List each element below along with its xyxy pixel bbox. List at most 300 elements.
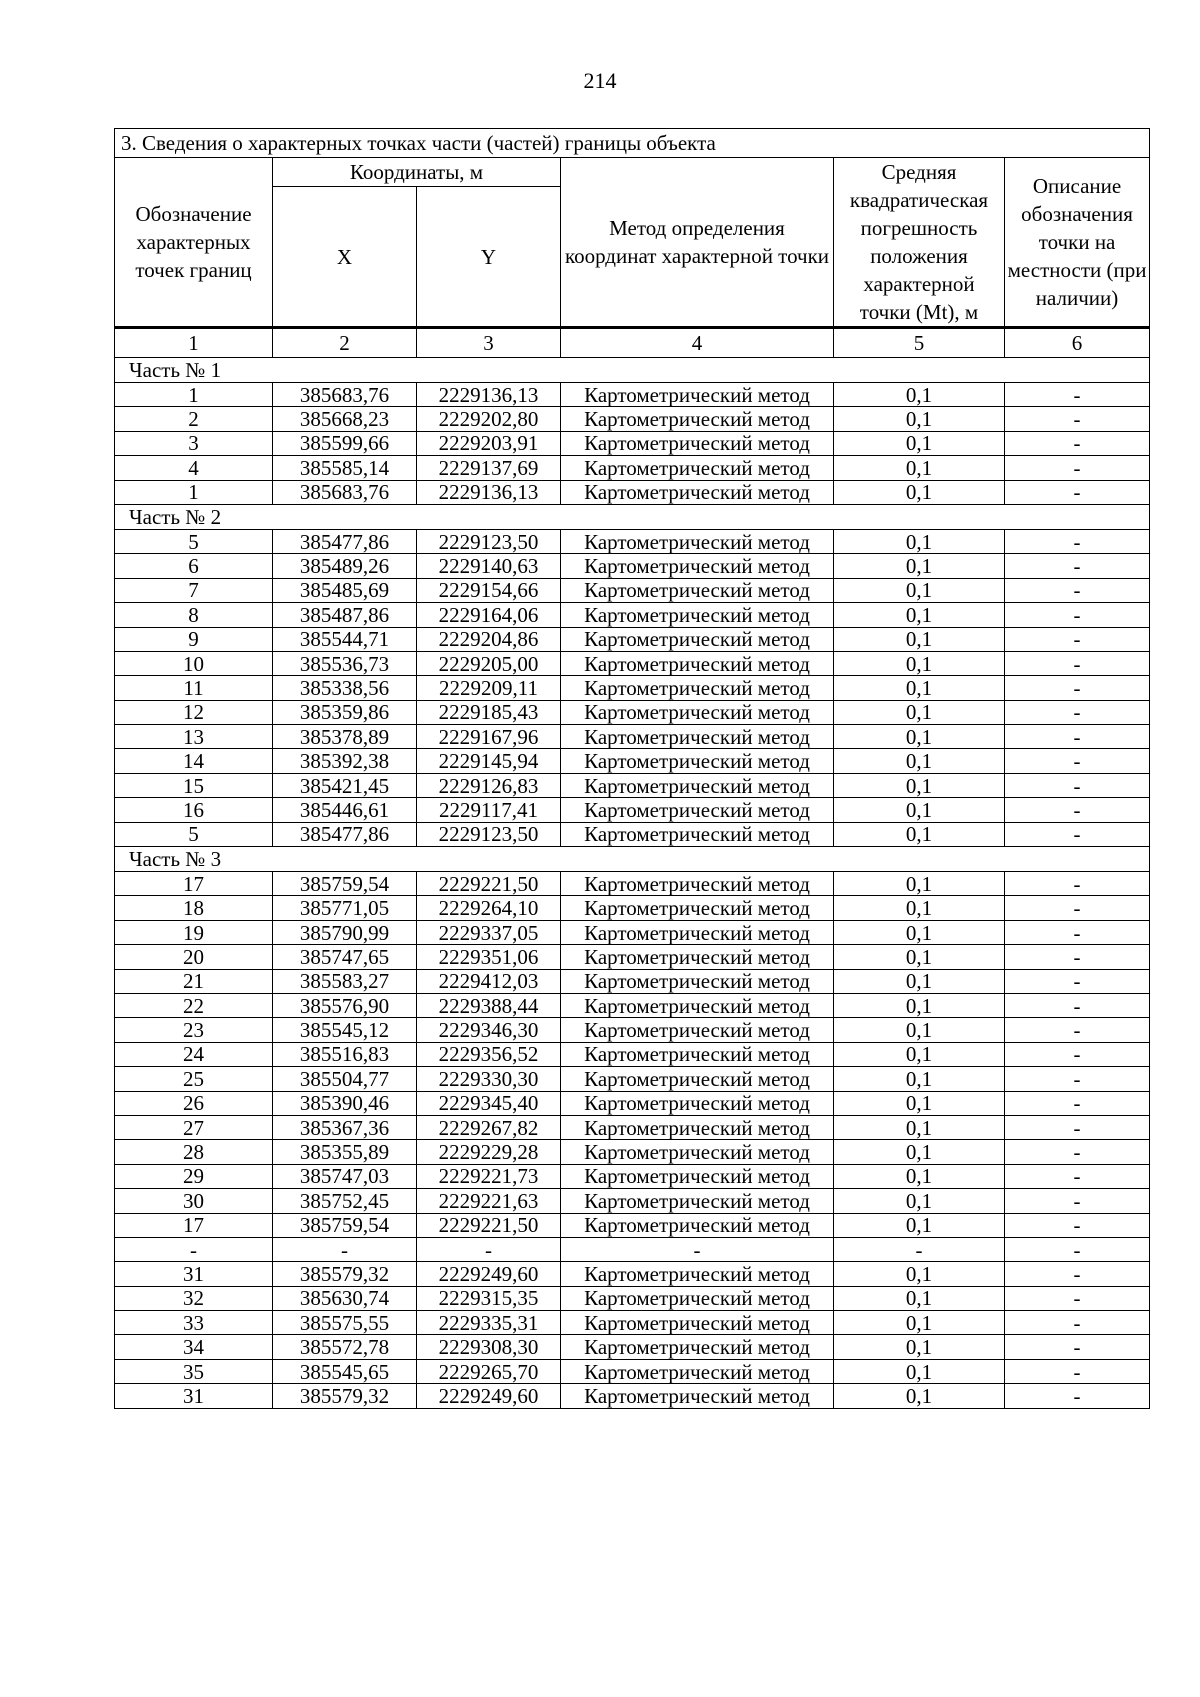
- y-coordinate-cell: 2229185,43: [417, 700, 561, 724]
- error-cell: 0,1: [834, 773, 1005, 797]
- error-cell: 0,1: [834, 896, 1005, 920]
- description-cell: -: [1005, 896, 1150, 920]
- description-cell: -: [1005, 529, 1150, 553]
- method-cell: Картометрический метод: [561, 627, 834, 651]
- table-row: [115, 480, 1150, 504]
- method-cell: Картометрический метод: [561, 456, 834, 480]
- description-cell: -: [1005, 554, 1150, 578]
- y-coordinate-cell: 2229203,91: [417, 431, 561, 455]
- page-number: 214: [583, 68, 617, 93]
- y-coordinate-cell: 2229249,60: [417, 1262, 561, 1286]
- section-title: 3. Сведения о характерных точках части (частей) границы объекта: [115, 129, 1150, 158]
- description-cell: -: [1005, 1042, 1150, 1066]
- error-cell: 0,1: [834, 480, 1005, 504]
- table-row: [115, 456, 1150, 480]
- point-number-cell: 22: [115, 993, 273, 1017]
- column-number: 1: [115, 328, 273, 358]
- point-number-cell: 31: [115, 1262, 273, 1286]
- description-cell: -: [1005, 749, 1150, 773]
- description-cell: -: [1005, 1384, 1150, 1408]
- table-row: [115, 676, 1150, 700]
- error-cell: 0,1: [834, 1042, 1005, 1066]
- y-coordinate-cell: 2229356,52: [417, 1042, 561, 1066]
- method-cell: Картометрический метод: [561, 896, 834, 920]
- error-cell: 0,1: [834, 1189, 1005, 1213]
- x-coordinate-cell: 385576,90: [273, 993, 417, 1017]
- y-coordinate-cell: 2229140,63: [417, 554, 561, 578]
- description-cell: -: [1005, 1189, 1150, 1213]
- table-row: [115, 578, 1150, 602]
- column-number: 4: [561, 328, 834, 358]
- method-cell: Картометрический метод: [561, 993, 834, 1017]
- table-row: [115, 1213, 1150, 1237]
- method-cell: Картометрический метод: [561, 1286, 834, 1310]
- y-coordinate-cell: 2229337,05: [417, 920, 561, 944]
- method-cell: Картометрический метод: [561, 1262, 834, 1286]
- description-cell: -: [1005, 1018, 1150, 1042]
- method-cell: Картометрический метод: [561, 1140, 834, 1164]
- y-coordinate-cell: 2229123,50: [417, 822, 561, 846]
- y-coordinate-cell: 2229345,40: [417, 1091, 561, 1115]
- x-coordinate-cell: 385747,65: [273, 945, 417, 969]
- method-cell: Картометрический метод: [561, 920, 834, 944]
- point-number-cell: 23: [115, 1018, 273, 1042]
- x-coordinate-cell: 385572,78: [273, 1335, 417, 1359]
- column-number: 6: [1005, 328, 1150, 358]
- header-x: X: [273, 187, 417, 328]
- method-cell: Картометрический метод: [561, 1335, 834, 1359]
- x-coordinate-cell: 385392,38: [273, 749, 417, 773]
- x-coordinate-cell: 385579,32: [273, 1384, 417, 1408]
- error-cell: 0,1: [834, 1262, 1005, 1286]
- description-cell: -: [1005, 920, 1150, 944]
- y-coordinate-cell: 2229136,13: [417, 480, 561, 504]
- y-coordinate-cell: 2229205,00: [417, 651, 561, 675]
- point-number-cell: 17: [115, 1213, 273, 1237]
- point-number-cell: 21: [115, 969, 273, 993]
- x-coordinate-cell: 385355,89: [273, 1140, 417, 1164]
- point-number-cell: 15: [115, 773, 273, 797]
- x-coordinate-cell: 385683,76: [273, 383, 417, 407]
- point-number-cell: 19: [115, 920, 273, 944]
- point-number-cell: 10: [115, 651, 273, 675]
- x-coordinate-cell: 385585,14: [273, 456, 417, 480]
- part-label: Часть № 3: [115, 847, 1150, 872]
- table-row: [115, 554, 1150, 578]
- error-cell: -: [834, 1237, 1005, 1261]
- y-coordinate-cell: 2229164,06: [417, 603, 561, 627]
- error-cell: 0,1: [834, 1164, 1005, 1188]
- method-cell: Картометрический метод: [561, 773, 834, 797]
- point-number-cell: 28: [115, 1140, 273, 1164]
- y-coordinate-cell: 2229154,66: [417, 578, 561, 602]
- y-coordinate-cell: 2229123,50: [417, 529, 561, 553]
- error-cell: 0,1: [834, 431, 1005, 455]
- x-coordinate-cell: 385485,69: [273, 578, 417, 602]
- method-cell: Картометрический метод: [561, 383, 834, 407]
- method-cell: Картометрический метод: [561, 700, 834, 724]
- column-number-row: [115, 328, 1150, 358]
- part-label: Часть № 2: [115, 504, 1150, 529]
- point-number-cell: 18: [115, 896, 273, 920]
- column-number: 3: [417, 328, 561, 358]
- y-coordinate-cell: 2229136,13: [417, 383, 561, 407]
- description-cell: -: [1005, 773, 1150, 797]
- method-cell: Картометрический метод: [561, 407, 834, 431]
- y-coordinate-cell: 2229209,11: [417, 676, 561, 700]
- description-cell: -: [1005, 676, 1150, 700]
- method-cell: Картометрический метод: [561, 651, 834, 675]
- description-cell: -: [1005, 383, 1150, 407]
- table-row: [115, 1067, 1150, 1091]
- description-cell: -: [1005, 700, 1150, 724]
- error-cell: 0,1: [834, 1140, 1005, 1164]
- point-number-cell: 12: [115, 700, 273, 724]
- method-cell: Картометрический метод: [561, 1018, 834, 1042]
- table-row: [115, 1335, 1150, 1359]
- x-coordinate-cell: 385790,99: [273, 920, 417, 944]
- part-label: Часть № 1: [115, 358, 1150, 383]
- table-row: [115, 969, 1150, 993]
- error-cell: 0,1: [834, 725, 1005, 749]
- y-coordinate-cell: 2229265,70: [417, 1359, 561, 1383]
- table-row: [115, 945, 1150, 969]
- point-number-cell: 8: [115, 603, 273, 627]
- error-cell: 0,1: [834, 872, 1005, 896]
- header-description: Описание обозначения точки на местности (при наличии): [1005, 158, 1150, 328]
- x-coordinate-cell: 385668,23: [273, 407, 417, 431]
- table-row: [115, 993, 1150, 1017]
- point-number-cell: 34: [115, 1335, 273, 1359]
- description-cell: -: [1005, 822, 1150, 846]
- point-number-cell: 9: [115, 627, 273, 651]
- description-cell: -: [1005, 1091, 1150, 1115]
- y-coordinate-cell: 2229145,94: [417, 749, 561, 773]
- y-coordinate-cell: 2229221,50: [417, 1213, 561, 1237]
- table-row: [115, 749, 1150, 773]
- method-cell: Картометрический метод: [561, 749, 834, 773]
- error-cell: 0,1: [834, 456, 1005, 480]
- x-coordinate-cell: 385759,54: [273, 872, 417, 896]
- header-y: Y: [417, 187, 561, 328]
- header-coordinates: Координаты, м: [273, 158, 561, 187]
- description-cell: -: [1005, 1335, 1150, 1359]
- method-cell: -: [561, 1237, 834, 1261]
- point-number-cell: 13: [115, 725, 273, 749]
- description-cell: -: [1005, 407, 1150, 431]
- table-row: [115, 407, 1150, 431]
- table-row: [115, 529, 1150, 553]
- point-number-cell: 16: [115, 798, 273, 822]
- point-number-cell: 20: [115, 945, 273, 969]
- error-cell: 0,1: [834, 1091, 1005, 1115]
- error-cell: 0,1: [834, 700, 1005, 724]
- x-coordinate-cell: 385545,12: [273, 1018, 417, 1042]
- description-cell: -: [1005, 456, 1150, 480]
- description-cell: -: [1005, 993, 1150, 1017]
- table-row: [115, 1359, 1150, 1383]
- error-cell: 0,1: [834, 1359, 1005, 1383]
- part-header-row: [115, 847, 1150, 872]
- description-cell: -: [1005, 431, 1150, 455]
- description-cell: -: [1005, 578, 1150, 602]
- y-coordinate-cell: 2229221,50: [417, 872, 561, 896]
- method-cell: Картометрический метод: [561, 480, 834, 504]
- error-cell: 0,1: [834, 969, 1005, 993]
- error-cell: 0,1: [834, 1384, 1005, 1408]
- method-cell: Картометрический метод: [561, 676, 834, 700]
- points-table: [114, 128, 1150, 1409]
- x-coordinate-cell: 385599,66: [273, 431, 417, 455]
- x-coordinate-cell: 385579,32: [273, 1262, 417, 1286]
- description-cell: -: [1005, 1286, 1150, 1310]
- header-error: Средняя квадратическая погрешность положения характерной точки (Mt), м: [834, 158, 1005, 328]
- header-point-designation: Обозначение характерных точек границ: [115, 158, 273, 328]
- table-row: [115, 1189, 1150, 1213]
- table-row: [115, 773, 1150, 797]
- point-number-cell: 31: [115, 1384, 273, 1408]
- method-cell: Картометрический метод: [561, 1213, 834, 1237]
- x-coordinate-cell: 385516,83: [273, 1042, 417, 1066]
- y-coordinate-cell: 2229137,69: [417, 456, 561, 480]
- error-cell: 0,1: [834, 1286, 1005, 1310]
- x-coordinate-cell: 385446,61: [273, 798, 417, 822]
- y-coordinate-cell: 2229117,41: [417, 798, 561, 822]
- table-row: [115, 1115, 1150, 1139]
- error-cell: 0,1: [834, 993, 1005, 1017]
- part-header-row: [115, 504, 1150, 529]
- point-number-cell: 24: [115, 1042, 273, 1066]
- table-row: [115, 1018, 1150, 1042]
- part-header-row: [115, 358, 1150, 383]
- method-cell: Картометрический метод: [561, 603, 834, 627]
- description-cell: -: [1005, 603, 1150, 627]
- y-coordinate-cell: 2229330,30: [417, 1067, 561, 1091]
- method-cell: Картометрический метод: [561, 1091, 834, 1115]
- y-coordinate-cell: 2229388,44: [417, 993, 561, 1017]
- point-number-cell: 32: [115, 1286, 273, 1310]
- description-cell: -: [1005, 798, 1150, 822]
- error-cell: 0,1: [834, 822, 1005, 846]
- table-row: [115, 872, 1150, 896]
- error-cell: 0,1: [834, 1311, 1005, 1335]
- x-coordinate-cell: 385489,26: [273, 554, 417, 578]
- method-cell: Картометрический метод: [561, 725, 834, 749]
- y-coordinate-cell: 2229335,31: [417, 1311, 561, 1335]
- table-row: [115, 1042, 1150, 1066]
- x-coordinate-cell: 385338,56: [273, 676, 417, 700]
- x-coordinate-cell: 385771,05: [273, 896, 417, 920]
- table-row: [115, 1311, 1150, 1335]
- method-cell: Картометрический метод: [561, 431, 834, 455]
- y-coordinate-cell: 2229267,82: [417, 1115, 561, 1139]
- y-coordinate-cell: 2229308,30: [417, 1335, 561, 1359]
- y-coordinate-cell: 2229221,73: [417, 1164, 561, 1188]
- y-coordinate-cell: 2229221,63: [417, 1189, 561, 1213]
- description-cell: -: [1005, 872, 1150, 896]
- method-cell: Картометрический метод: [561, 1067, 834, 1091]
- description-cell: -: [1005, 651, 1150, 675]
- table-row: [115, 896, 1150, 920]
- point-number-cell: 26: [115, 1091, 273, 1115]
- y-coordinate-cell: 2229229,28: [417, 1140, 561, 1164]
- x-coordinate-cell: -: [273, 1237, 417, 1261]
- x-coordinate-cell: 385683,76: [273, 480, 417, 504]
- y-coordinate-cell: 2229167,96: [417, 725, 561, 749]
- point-number-cell: 11: [115, 676, 273, 700]
- table-row: [115, 1091, 1150, 1115]
- y-coordinate-cell: 2229126,83: [417, 773, 561, 797]
- description-cell: -: [1005, 969, 1150, 993]
- x-coordinate-cell: 385359,86: [273, 700, 417, 724]
- x-coordinate-cell: 385378,89: [273, 725, 417, 749]
- method-cell: Картометрический метод: [561, 945, 834, 969]
- y-coordinate-cell: 2229202,80: [417, 407, 561, 431]
- method-cell: Картометрический метод: [561, 1384, 834, 1408]
- description-cell: -: [1005, 945, 1150, 969]
- table-row: [115, 725, 1150, 749]
- description-cell: -: [1005, 1115, 1150, 1139]
- y-coordinate-cell: 2229412,03: [417, 969, 561, 993]
- error-cell: 0,1: [834, 749, 1005, 773]
- description-cell: -: [1005, 1262, 1150, 1286]
- table-row: [115, 383, 1150, 407]
- error-cell: 0,1: [834, 1115, 1005, 1139]
- y-coordinate-cell: 2229204,86: [417, 627, 561, 651]
- error-cell: 0,1: [834, 1213, 1005, 1237]
- description-cell: -: [1005, 1164, 1150, 1188]
- point-number-cell: 33: [115, 1311, 273, 1335]
- x-coordinate-cell: 385477,86: [273, 529, 417, 553]
- error-cell: 0,1: [834, 627, 1005, 651]
- point-number-cell: 3: [115, 431, 273, 455]
- x-coordinate-cell: 385421,45: [273, 773, 417, 797]
- y-coordinate-cell: -: [417, 1237, 561, 1261]
- table-row: [115, 603, 1150, 627]
- point-number-cell: 1: [115, 480, 273, 504]
- method-cell: Картометрический метод: [561, 1042, 834, 1066]
- method-cell: Картометрический метод: [561, 1359, 834, 1383]
- x-coordinate-cell: 385487,86: [273, 603, 417, 627]
- x-coordinate-cell: 385544,71: [273, 627, 417, 651]
- point-number-cell: 5: [115, 822, 273, 846]
- description-cell: -: [1005, 725, 1150, 749]
- column-number: 5: [834, 328, 1005, 358]
- table-row: [115, 1262, 1150, 1286]
- y-coordinate-cell: 2229315,35: [417, 1286, 561, 1310]
- x-coordinate-cell: 385367,36: [273, 1115, 417, 1139]
- point-number-cell: 4: [115, 456, 273, 480]
- method-cell: Картометрический метод: [561, 554, 834, 578]
- point-number-cell: 25: [115, 1067, 273, 1091]
- table-row: [115, 651, 1150, 675]
- point-number-cell: 35: [115, 1359, 273, 1383]
- description-cell: -: [1005, 627, 1150, 651]
- point-number-cell: 6: [115, 554, 273, 578]
- x-coordinate-cell: 385752,45: [273, 1189, 417, 1213]
- point-number-cell: 17: [115, 872, 273, 896]
- error-cell: 0,1: [834, 1018, 1005, 1042]
- x-coordinate-cell: 385477,86: [273, 822, 417, 846]
- y-coordinate-cell: 2229351,06: [417, 945, 561, 969]
- description-cell: -: [1005, 480, 1150, 504]
- x-coordinate-cell: 385583,27: [273, 969, 417, 993]
- error-cell: 0,1: [834, 945, 1005, 969]
- method-cell: Картометрический метод: [561, 969, 834, 993]
- point-number-cell: 27: [115, 1115, 273, 1139]
- table-row: [115, 627, 1150, 651]
- error-cell: 0,1: [834, 651, 1005, 675]
- x-coordinate-cell: 385747,03: [273, 1164, 417, 1188]
- error-cell: 0,1: [834, 578, 1005, 602]
- x-coordinate-cell: 385630,74: [273, 1286, 417, 1310]
- method-cell: Картометрический метод: [561, 822, 834, 846]
- x-coordinate-cell: 385536,73: [273, 651, 417, 675]
- description-cell: -: [1005, 1237, 1150, 1261]
- error-cell: 0,1: [834, 676, 1005, 700]
- method-cell: Картометрический метод: [561, 578, 834, 602]
- error-cell: 0,1: [834, 407, 1005, 431]
- x-coordinate-cell: 385390,46: [273, 1091, 417, 1115]
- x-coordinate-cell: 385759,54: [273, 1213, 417, 1237]
- description-cell: -: [1005, 1140, 1150, 1164]
- point-number-cell: -: [115, 1237, 273, 1261]
- y-coordinate-cell: 2229346,30: [417, 1018, 561, 1042]
- x-coordinate-cell: 385575,55: [273, 1311, 417, 1335]
- method-cell: Картометрический метод: [561, 872, 834, 896]
- table-row: [115, 1164, 1150, 1188]
- method-cell: Картометрический метод: [561, 1189, 834, 1213]
- header-method: Метод определения координат характерной точки: [561, 158, 834, 328]
- table-row: [115, 920, 1150, 944]
- description-cell: -: [1005, 1311, 1150, 1335]
- table-row: [115, 1286, 1150, 1310]
- table-row: [115, 700, 1150, 724]
- method-cell: Картометрический метод: [561, 1164, 834, 1188]
- method-cell: Картометрический метод: [561, 798, 834, 822]
- description-cell: -: [1005, 1359, 1150, 1383]
- description-cell: -: [1005, 1213, 1150, 1237]
- point-number-cell: 7: [115, 578, 273, 602]
- error-cell: 0,1: [834, 603, 1005, 627]
- point-number-cell: 5: [115, 529, 273, 553]
- error-cell: 0,1: [834, 798, 1005, 822]
- point-number-cell: 1: [115, 383, 273, 407]
- table-row: [115, 1140, 1150, 1164]
- error-cell: 0,1: [834, 1067, 1005, 1091]
- method-cell: Картометрический метод: [561, 1311, 834, 1335]
- error-cell: 0,1: [834, 1335, 1005, 1359]
- y-coordinate-cell: 2229264,10: [417, 896, 561, 920]
- error-cell: 0,1: [834, 554, 1005, 578]
- column-number: 2: [273, 328, 417, 358]
- x-coordinate-cell: 385545,65: [273, 1359, 417, 1383]
- point-number-cell: 30: [115, 1189, 273, 1213]
- error-cell: 0,1: [834, 920, 1005, 944]
- method-cell: Картометрический метод: [561, 1115, 834, 1139]
- error-cell: 0,1: [834, 383, 1005, 407]
- point-number-cell: 29: [115, 1164, 273, 1188]
- table-row: [115, 1237, 1150, 1261]
- description-cell: -: [1005, 1067, 1150, 1091]
- method-cell: Картометрический метод: [561, 529, 834, 553]
- y-coordinate-cell: 2229249,60: [417, 1384, 561, 1408]
- error-cell: 0,1: [834, 529, 1005, 553]
- point-number-cell: 14: [115, 749, 273, 773]
- table-row: [115, 822, 1150, 846]
- x-coordinate-cell: 385504,77: [273, 1067, 417, 1091]
- table-row: [115, 431, 1150, 455]
